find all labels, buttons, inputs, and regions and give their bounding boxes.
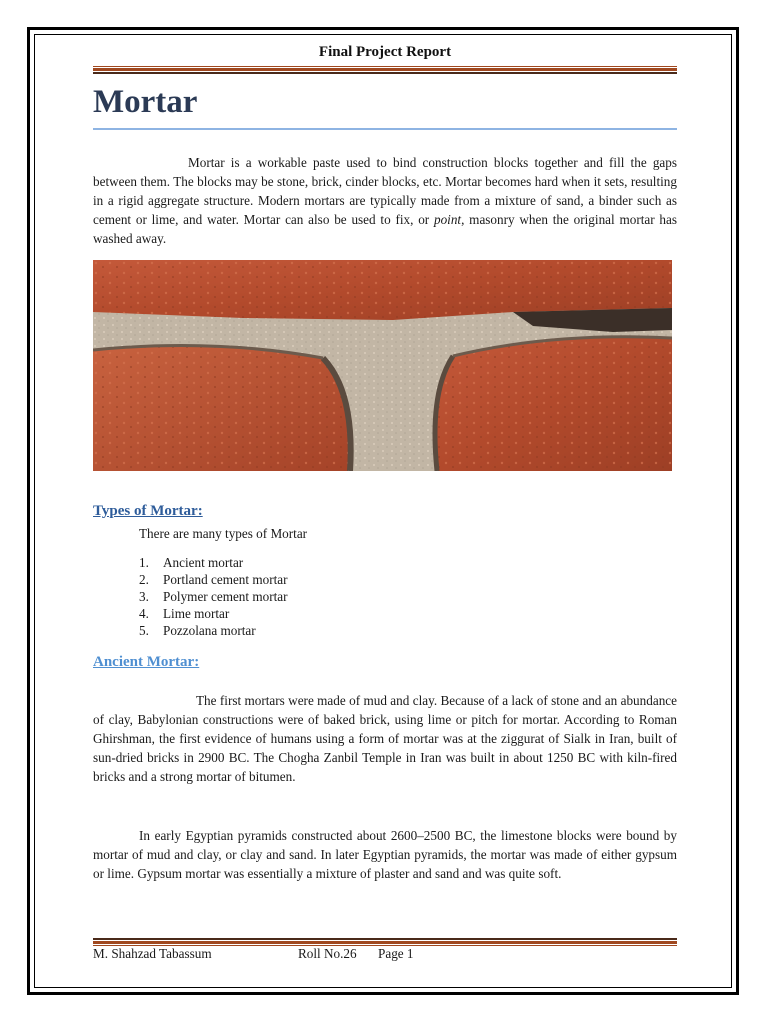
footer-roll: Roll No.26 [298,946,357,961]
list-label: Polymer cement mortar [163,589,288,604]
intro-paragraph [93,153,677,248]
types-intro: There are many types of Mortar [139,526,308,541]
header-rule-bottom [93,72,677,74]
intro-emphasis: point [433,212,462,227]
brick-wall-photo [93,260,672,471]
list-label: Lime mortar [163,606,230,621]
footer-rule-thick [93,941,677,944]
ancient-heading: Ancient Mortar: [93,654,200,670]
header-title: Final Project Report [318,44,452,60]
list-item [139,588,288,605]
list-item [139,554,288,571]
list-item [139,605,288,622]
document-title: Mortar [93,84,198,120]
intro-text: Mortar is a workable paste used to bind construction blocks together and fill the gaps between them. The blocks may be stone, brick, cinder blocks, etc. Mortar becomes hard when it sets, resulting in a rigid aggregate structure. Modern mortars are typically made from a mixture of sand, a binder such as cement or lime, and water. Mortar can also be used to fix, or [93,155,677,227]
ancient-paragraph-1: The first mortars were made of mud and clay. Because of a lack of stone and an abundance of clay, Babylonian constructions were of baked brick, using lime or pitch for mortar. According to Roman Ghirshman, the first evidence of humans using a form of mortar was at the ziggurat of Sialk in Iran, built of sun-dried bricks in 2900 BC. The Chogha Zanbil Temple in Iran was built in about 1250 BC with kiln-fired bricks and a strong mortar of bitumen. [93,693,677,784]
list-label: Ancient mortar [163,555,244,570]
list-number: 1. [139,555,149,570]
intro-text-end: , masonry when the original mortar has washed away. [93,212,677,246]
list-number: 5. [139,623,149,638]
list-number: 2. [139,572,149,587]
types-heading: Types of Mortar: [93,503,203,519]
list-number: 3. [139,589,149,604]
header-rule-thick [93,68,677,71]
list-label: Pozzolana mortar [163,623,256,638]
header-rule-top [93,66,677,67]
ancient-paragraph-2: In early Egyptian pyramids constructed about 2600–2500 BC, the limestone blocks were bound by mortar of mud and clay, or clay and sand. In later Egyptian pyramids, the mortar was made of either gypsum or lime. Gypsum mortar was essentially a mixture of plaster and sand and was quite soft. [93,828,677,881]
brick-wall-illustration [93,260,672,471]
list-item [139,571,288,588]
list-item [139,622,288,639]
footer-author: M. Shahzad Tabassum [93,946,212,961]
types-list [139,554,288,639]
list-number: 4. [139,606,149,621]
list-label: Portland cement mortar [163,572,288,587]
footer-page-number: Page 1 [378,946,414,961]
title-underline [93,128,677,130]
footer-rule-top [93,938,677,940]
